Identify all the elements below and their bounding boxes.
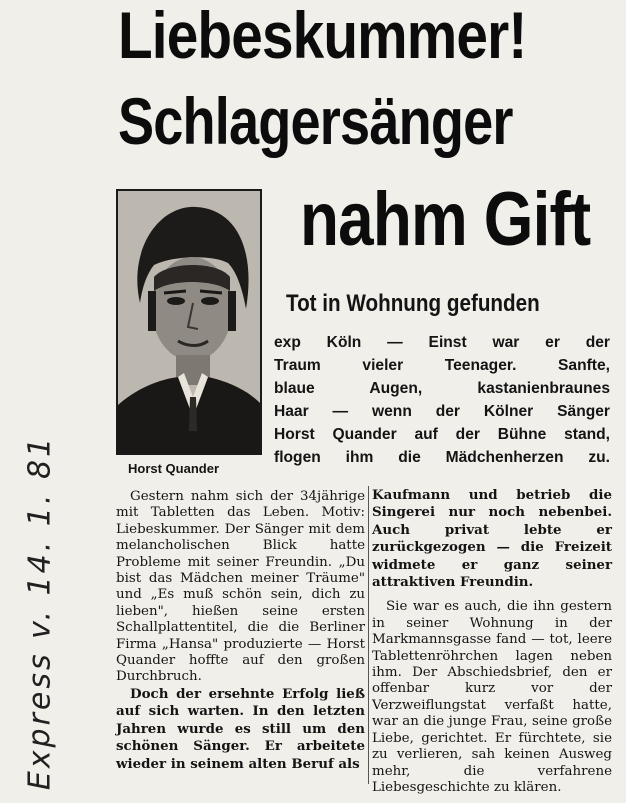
body-column-2 bbox=[372, 487, 612, 796]
lead-line: blaue Augen, kastanienbraunes bbox=[274, 380, 610, 397]
headline-line-1: Liebeskummer! bbox=[118, 0, 527, 72]
lead-line: Horst Quander auf der Bühne stand, bbox=[274, 426, 610, 443]
lead-paragraph bbox=[274, 331, 610, 469]
handwritten-source-note: Express v. 14. 1. 81 bbox=[22, 434, 58, 791]
headline-line-2: Schlagersänger bbox=[118, 84, 513, 158]
portrait-illustration bbox=[118, 191, 260, 453]
column-divider bbox=[368, 486, 369, 784]
body-paragraph-bold bbox=[372, 487, 612, 591]
body-paragraph: Gestern nahm sich der 34jährige mit Tabletten das Leben. Motiv: Liebeskummer. Der Sänger mit dem melancholischen Blick hatte Probleme mit seiner Freundin. „Du bist das Mädchen meiner Träume" und „Es muß schön sein, dich zu lieben", hießen seine ersten Schallplattentitel, die die Berliner Firma „Hansa" produzierte — Horst Quander hoffte auf den großen Durchbruch. bbox=[116, 489, 365, 685]
body-column-1 bbox=[116, 489, 365, 773]
lead-line: flogen ihm die Mädchenherzen zu. bbox=[274, 449, 610, 466]
body-paragraph-text: Doch der ersehnte Erfolg ließ auf sich warten. In den letzten Jahren wurde es still um den schönen Sänger. Er arbeitete wieder in seinem alten Beruf als bbox=[116, 685, 365, 772]
photo-caption: Horst Quander bbox=[128, 461, 220, 476]
portrait-photo bbox=[116, 189, 262, 455]
lead-line: Haar — wenn der Kölner Sänger bbox=[274, 403, 610, 420]
body-paragraph: Sie war es auch, die ihn gestern in seiner Wohnung in der Markmannsgasse fand — tot, leere Tablettenröhrchen lagen neben ihm. Der Abschiedsbrief, den er offenbar kurz vor der Verzweiflungstat verfaßt hatte, war an die junge Frau, seine große Liebe, gerichtet. Er fürchtete, sie zu verlieren, sah keinen Ausweg mehr, die verfahrene Liebesgeschichte zu klären. bbox=[372, 599, 612, 795]
subheadline: Tot in Wohnung gefunden bbox=[286, 290, 540, 317]
lead-line: exp Köln — Einst war er der bbox=[274, 334, 610, 351]
lead-line: Traum vieler Teenager. Sanfte, bbox=[274, 357, 610, 374]
headline-line-3: nahm Gift bbox=[300, 177, 591, 262]
body-paragraph-text: Kaufmann und betrieb die Singerei nur noch nebenbei. Auch privat lebte er zurückgezogen — die Freizeit widmete er ganz seiner attraktiven Freundin. bbox=[372, 487, 612, 591]
body-paragraph-bold bbox=[116, 686, 365, 773]
